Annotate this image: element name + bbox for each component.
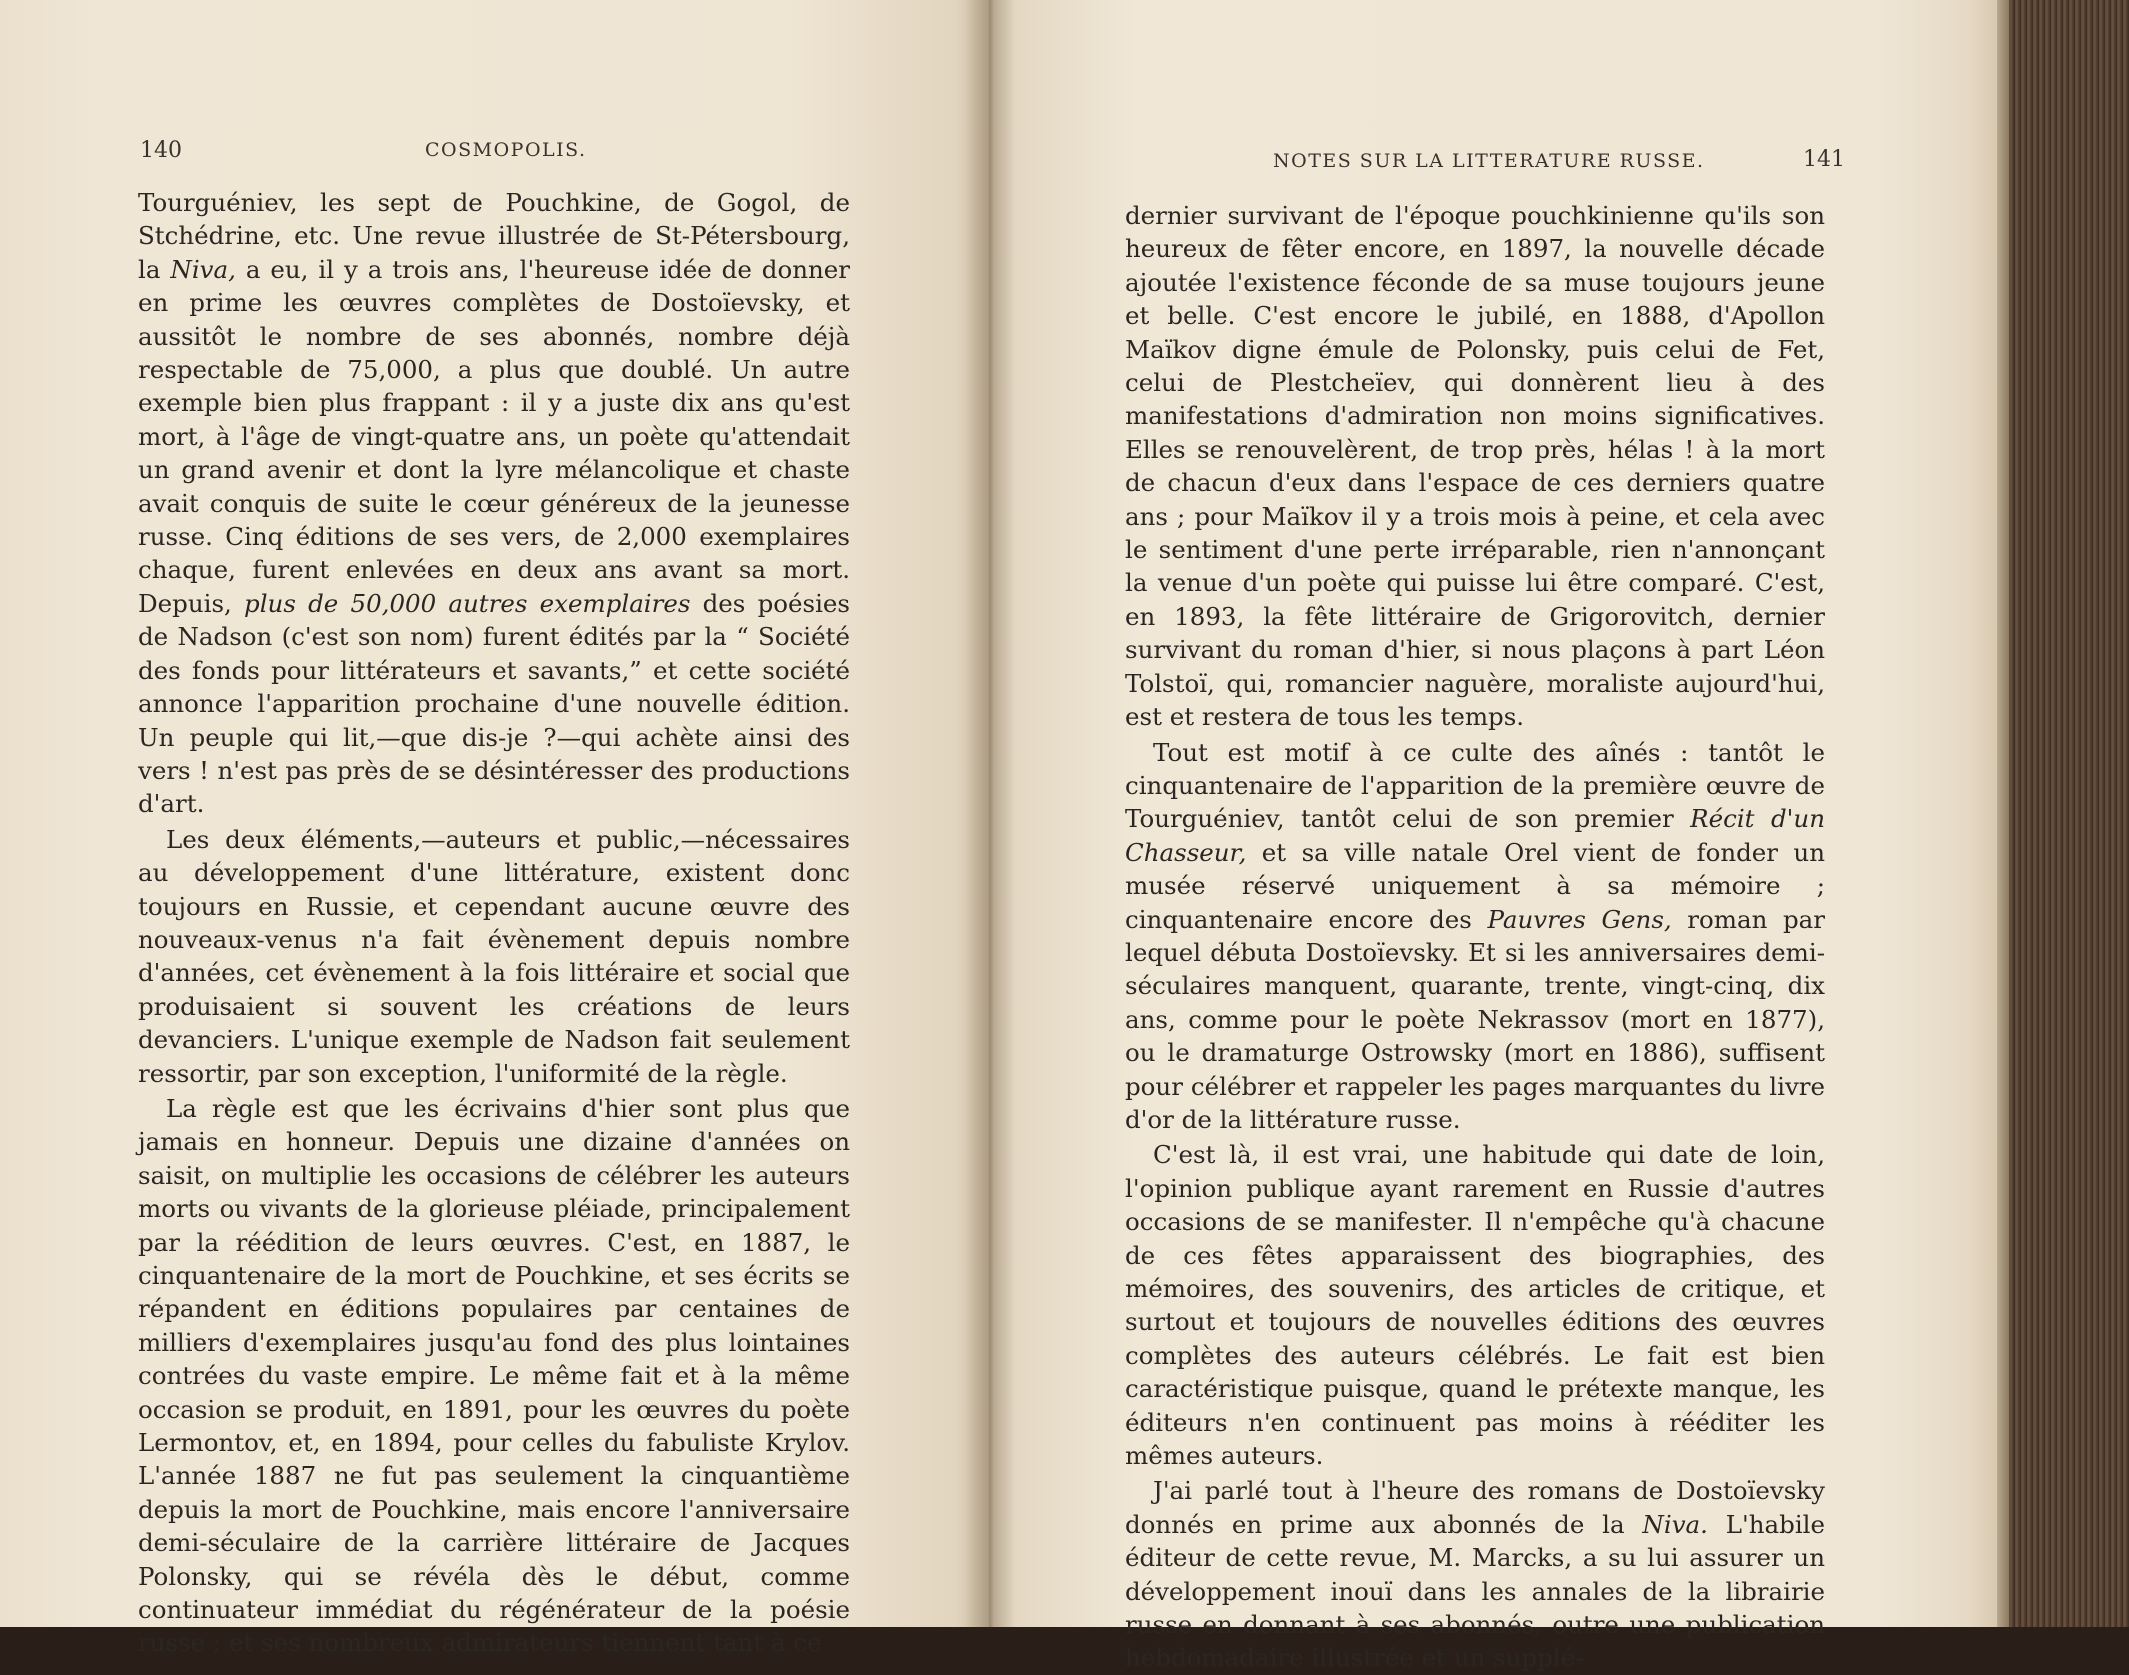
- paragraph: [1125, 1474, 1825, 1674]
- paragraph: [1125, 736, 1825, 1137]
- text-run: et sa ville natale Orel vient de fonder un musée réservé uniquement à sa mémoire ; cinquantenaire encore des: [1125, 837, 1825, 934]
- paragraph: [1125, 199, 1825, 734]
- italic-text: Niva.: [1642, 1509, 1708, 1539]
- text-run: des poésies de Nadson (c'est son nom) furent édités par la “ Société des fonds pour littérateurs et savants,” et cette société annonce l'apparition prochaine d'une nouvelle édition. Un peuple qui lit,—que dis-je ?—qui achète ainsi des vers ! n'est pas près de se désintéresser des productions d'art.: [138, 588, 850, 819]
- text-run: a eu, il y a trois ans, l'heureuse idée de donner en prime les œuvres complètes de Dostoïevsky, et aussitôt le nombre de ses abonnés, nombre déjà respectable de 75,000, a plus que doublé. Un autre exemple bien plus frappant : il y a juste dix ans qu'est mort, à l'âge de vingt-quatre ans, un poète qu'attendait un grand avenir et dont la lyre mélancolique et chaste avait conquis de suite le cœur généreux de la jeunesse russe. Cinq éditions de ses vers, de 2,000 exemplaires chaque, furent enlevées en deux ans avant sa mort. Depuis,: [138, 254, 850, 618]
- running-header: COSMOPOLIS.: [425, 139, 587, 161]
- text-run: Les deux éléments,—auteurs et public,—nécessaires au développement d'une littérature, existent donc toujours en Russie, et cependant aucune œuvre des nouveaux-venus n'a fait évènement depuis nombre d'années, cet évènement à la fois littéraire et social que produisaient si souvent les créations de leurs devanciers. L'unique exemple de Nadson fait seulement ressortir, par son exception, l'uniformité de la règle.: [138, 824, 850, 1088]
- page-edge-highlight: [1997, 0, 2009, 1627]
- text-run: roman par lequel débuta Dostoïevsky. Et si les anniversaires demi-séculaires manquent, quarante, trente, vingt-cinq, dix ans, comme pour le poète Nekrassov (mort en 1877), ou le dramaturge Ostrowsky (mort en 1886), suffisent pour célébrer et rappeler les pages marquantes du livre d'or de la littérature russe.: [1125, 904, 1825, 1134]
- text-run: L'habile éditeur de cette revue, M. Marcks, a su lui assurer un développement inouï dans les annales de la librairie russe en donnant à ses abonnés, outre une publication hebdomadaire illustrée et un supplé-: [1125, 1509, 1825, 1673]
- left-page-text: [138, 186, 850, 1660]
- running-header: NOTES SUR LA LITTERATURE RUSSE.: [1273, 150, 1705, 172]
- italic-text: Pauvres Gens,: [1487, 904, 1672, 934]
- text-run: La règle est que les écrivains d'hier sont plus que jamais en honneur. Depuis une dizaine d'années on saisit, on multiplie les occasions de célébrer les auteurs morts ou vivants de la glorieuse pléiade, principalement par la réédition de leurs œuvres. C'est, en 1887, le cinquantenaire de la mort de Pouchkine, et ses écrits se répandent en éditions populaires par centaines de milliers d'exemplaires jusqu'au fond des plus lointaines contrées du vaste empire. Le même fait et à la même occasion se produit, en 1891, pour les œuvres du poète Lermontov, et, en 1894, pour celles du fabuliste Krylov. L'année 1887 ne fut pas seulement la cinquantième depuis la mort de Pouchkine, mais encore l'anniversaire demi-séculaire de la carrière littéraire de Jacques Polonsky, qui se révéla dès le début, comme continuateur immédiat du régénérateur de la poésie russe ; et ses nombreux admirateurs tiennent tant à ce: [138, 1093, 850, 1658]
- paragraph: [138, 1092, 850, 1660]
- text-run: Tourguéniev, les sept de Pouchkine, de Gogol, de Stchédrine, etc. Une revue illustrée de St-Pétersbourg, la: [138, 188, 850, 284]
- italic-text: Récit d'un Chasseur,: [1125, 804, 1825, 867]
- text-run: dernier survivant de l'époque pouchkinienne qu'ils son heureux de fêter encore, en 1897, la nouvelle décade ajoutée l'existence féconde de sa muse toujours jeune et belle. C'est encore le jubilé, en 1888, d'Apollon Maïkov digne émule de Polonsky, puis celui de Fet, celui de Plestcheïev, qui donnèrent lieu à des manifestations d'admiration non moins significatives. Elles se renouvelèrent, de trop près, hélas ! à la mort de chacun d'eux dans l'espace de ces derniers quatre ans ; pour Maïkov il y a trois mois à peine, et cela avec le sentiment d'une perte irréparable, rien n'annonçant la venue d'un poète qui puisse lui être comparé. C'est, en 1893, la fête littéraire de Grigorovitch, dernier survivant du roman d'hier, si nous plaçons à part Léon Tolstoï, qui, romancier naguère, moraliste aujourd'hui, est et restera de tous les temps.: [1125, 201, 1825, 732]
- right-page: [985, 0, 1997, 1673]
- text-run: Tout est motif à ce culte des aînés : tantôt le cinquantenaire de l'apparition de la première œuvre de Tourguéniev, tantôt celui de son premier: [1125, 737, 1825, 834]
- italic-text: Niva,: [170, 254, 236, 284]
- paragraph: [138, 823, 850, 1090]
- text-run: J'ai parlé tout à l'heure des romans de Dostoïevsky donnés en prime aux abonnés de la: [1125, 1476, 1825, 1539]
- text-run: C'est là, il est vrai, une habitude qui date de loin, l'opinion publique ayant rarement en Russie d'autres occasions de se manifester. Il n'empêche qu'à chacune de ces fêtes apparaissent des biographies, des mémoires, des souvenirs, des articles de critique, et surtout et toujours de nouvelles éditions des œuvres complètes des auteurs célébrés. Le fait est bien caractéristique puisque, quand le prétexte manque, les éditeurs n'en continuent pas moins à rééditer les mêmes auteurs.: [1125, 1140, 1825, 1471]
- book-gutter: [965, 0, 1015, 1627]
- left-page: [0, 0, 985, 1658]
- page-edges: [1997, 0, 2129, 1627]
- page-number: 141: [1803, 147, 1845, 172]
- italic-text: plus de 50,000 autres exemplaires: [244, 588, 691, 618]
- paragraph: [1125, 1138, 1825, 1472]
- paragraph: [138, 186, 850, 821]
- page-number: 140: [140, 138, 182, 163]
- right-page-text: [1125, 199, 1825, 1675]
